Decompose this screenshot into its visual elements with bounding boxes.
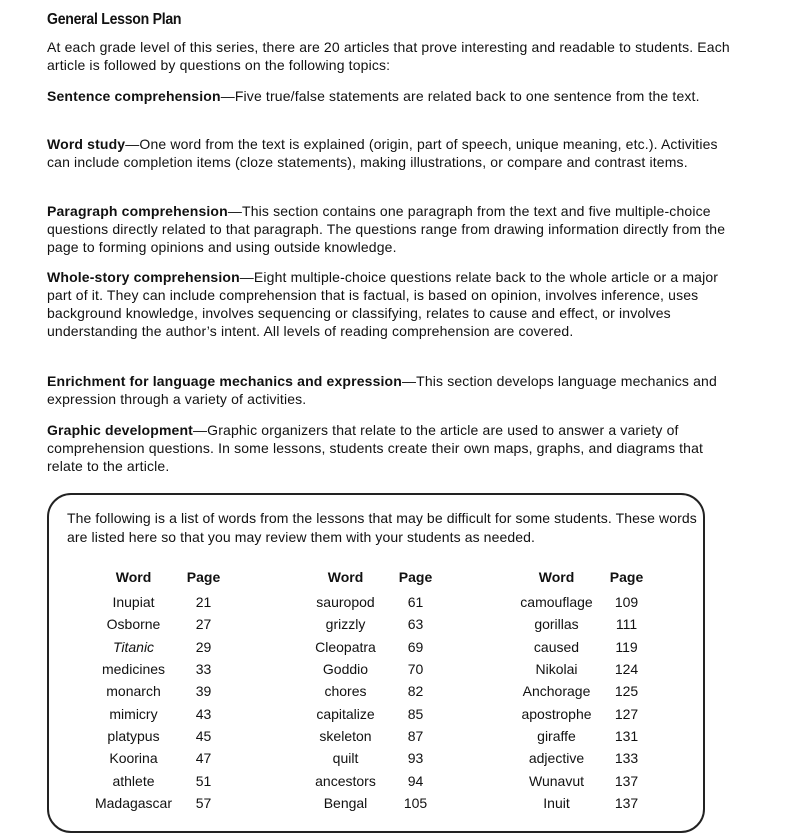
word-row <box>91 613 231 635</box>
word-row <box>303 747 443 769</box>
word-cell: Inupiat <box>112 594 155 611</box>
section-whole-story-comprehension <box>47 268 737 340</box>
word-cell: quilt <box>332 750 359 767</box>
word-cell: camouflage <box>520 594 593 611</box>
section-heading: Word study <box>47 136 126 152</box>
word-cell: giraffe <box>537 727 576 744</box>
section-heading: Enrichment for language mechanics and expression <box>47 373 402 389</box>
word-cell: Cleopatra <box>315 638 376 655</box>
word-cell: Nikolai <box>535 661 578 678</box>
page-cell: 93 <box>407 750 424 767</box>
column-header <box>303 569 443 591</box>
section-enrichment <box>47 372 737 408</box>
word-row <box>303 680 443 702</box>
word-row <box>303 702 443 724</box>
word-row <box>514 725 654 747</box>
page-cell: 27 <box>195 616 212 633</box>
page-cell: 47 <box>195 750 212 767</box>
word-row <box>303 636 443 658</box>
page-cell: 109 <box>614 594 639 611</box>
page-cell: 70 <box>407 661 424 678</box>
word-cell: athlete <box>112 772 155 789</box>
word-row <box>303 591 443 613</box>
page-cell: 94 <box>407 772 424 789</box>
page-cell: 119 <box>615 638 638 655</box>
word-row <box>514 613 654 635</box>
section-paragraph-comprehension <box>47 202 737 256</box>
word-column-3 <box>514 569 654 814</box>
word-row <box>514 792 654 814</box>
section-text: —This section develops language mechanics and expression through a variety of activities. <box>47 373 717 407</box>
word-cell: adjective <box>528 750 585 767</box>
word-row <box>91 636 231 658</box>
section-heading: Whole-story comprehension <box>47 269 240 285</box>
page-cell: 87 <box>407 727 424 744</box>
word-cell: gorillas <box>534 616 579 633</box>
page-cell: 21 <box>195 594 212 611</box>
word-row <box>91 680 231 702</box>
word-cell: mimicry <box>109 705 158 722</box>
word-cell: apostrophe <box>521 705 592 722</box>
section-text: —Graphic organizers that relate to the article are used to answer a variety of comprehension questions. In some lessons, students create their own maps, graphs, and diagrams that relate to the article. <box>47 422 704 474</box>
section-heading: Graphic development <box>47 422 193 438</box>
page-cell: 69 <box>407 638 424 655</box>
word-cell: capitalize <box>316 705 375 722</box>
page-header: Page <box>609 569 644 585</box>
word-row <box>514 680 654 702</box>
page-cell: 82 <box>407 683 424 700</box>
word-cell: Bengal <box>323 794 368 811</box>
word-cell: Wunavut <box>529 772 584 789</box>
word-cell: sauropod <box>316 594 375 611</box>
page-cell: 105 <box>403 794 428 811</box>
page-cell: 85 <box>407 705 424 722</box>
section-graphic-development <box>47 421 737 475</box>
word-cell: platypus <box>107 727 160 744</box>
page-cell: 57 <box>195 794 212 811</box>
page-cell: 51 <box>195 772 212 789</box>
word-row <box>303 792 443 814</box>
section-sentence-comprehension <box>47 87 737 105</box>
word-cell: medicines <box>101 661 166 678</box>
page-cell: 29 <box>195 638 212 655</box>
word-cell: grizzly <box>325 616 366 633</box>
word-row <box>303 769 443 791</box>
page-cell: 39 <box>195 683 212 700</box>
word-cell: Anchorage <box>522 683 591 700</box>
word-list-intro: The following is a list of words from the lessons that may be difficult for some students. These words are listed here so that you may review them with your students as needed. <box>67 510 697 545</box>
word-row <box>91 747 231 769</box>
page-cell: 127 <box>614 705 639 722</box>
column-header <box>91 569 231 591</box>
word-row <box>91 769 231 791</box>
page-header: Page <box>398 569 433 585</box>
word-cell: ancestors <box>315 772 376 789</box>
section-heading: Paragraph comprehension <box>47 203 228 219</box>
page-cell: 61 <box>407 594 424 611</box>
page-cell: 133 <box>614 750 639 767</box>
word-header: Word <box>538 569 575 585</box>
word-cell: Koorina <box>109 750 158 767</box>
word-row <box>91 591 231 613</box>
page-cell: 131 <box>614 727 639 744</box>
word-row <box>514 636 654 658</box>
page-cell: 137 <box>614 772 639 789</box>
word-row <box>514 658 654 680</box>
section-text: —Five true/false statements are related back to one sentence from the text. <box>220 88 700 104</box>
word-cell: monarch <box>106 683 161 700</box>
page-cell: 33 <box>195 661 212 678</box>
section-text: —One word from the text is explained (origin, part of speech, unique meaning, etc.). Activities can include completion items (cloze statements), making illustrations, or compare and contrast items. <box>47 136 718 170</box>
page-cell: 124 <box>614 661 639 678</box>
page-title: General Lesson Plan <box>47 11 182 28</box>
word-cell: Madagascar <box>94 794 173 811</box>
page-cell: 45 <box>195 727 212 744</box>
word-row <box>514 591 654 613</box>
word-column-1 <box>91 569 231 814</box>
section-word-study <box>47 135 737 171</box>
word-cell: caused <box>533 638 580 655</box>
word-header: Word <box>327 569 364 585</box>
page-cell: 43 <box>195 705 212 722</box>
word-cell: skeleton <box>319 727 372 744</box>
word-row <box>91 702 231 724</box>
column-header <box>514 569 654 591</box>
word-row <box>303 658 443 680</box>
word-row <box>514 747 654 769</box>
word-cell: Titanic <box>112 638 155 655</box>
page-cell: 63 <box>407 616 424 633</box>
word-row <box>91 725 231 747</box>
word-row <box>91 792 231 814</box>
word-row <box>91 658 231 680</box>
word-cell: Osborne <box>106 616 161 633</box>
word-row <box>303 613 443 635</box>
word-row <box>514 702 654 724</box>
page-cell: 125 <box>614 683 639 700</box>
page-header: Page <box>186 569 221 585</box>
word-cell: chores <box>324 683 367 700</box>
word-cell: Goddio <box>322 661 369 678</box>
section-heading: Sentence comprehension <box>47 88 221 104</box>
word-row <box>514 769 654 791</box>
word-header: Word <box>115 569 152 585</box>
section-text: —Eight multiple-choice questions relate back to the whole article or a major part of it. They can include comprehension that is factual, is based on opinion, involves inference, uses background knowledge, involves sequencing or classifying, relates to cause and effect, or involves understanding the author’s intent. All levels of reading comprehension are covered. <box>47 269 719 339</box>
word-column-2 <box>303 569 443 814</box>
word-list-box <box>47 493 705 833</box>
word-cell: Inuit <box>543 794 570 811</box>
intro-paragraph: At each grade level of this series, there are 20 articles that prove interesting and readable to students. Each article is followed by questions on the following topics: <box>47 39 730 73</box>
page-cell: 111 <box>615 616 638 633</box>
word-row <box>303 725 443 747</box>
page-cell: 137 <box>614 794 639 811</box>
section-text: —This section contains one paragraph from the text and five multiple-choice questions directly related to that paragraph. The questions range from drawing information directly from the page to forming opinions and using outside knowledge. <box>47 203 726 255</box>
